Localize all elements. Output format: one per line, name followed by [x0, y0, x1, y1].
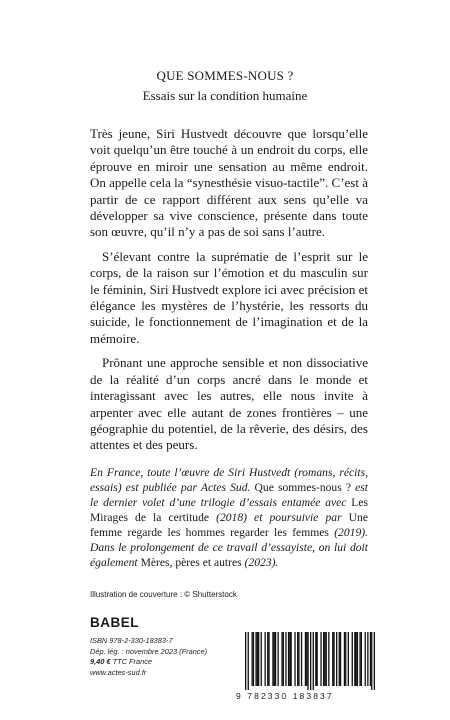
price-value: 9,40 €	[90, 657, 111, 667]
barcode-bar	[248, 632, 249, 690]
barcode-bar	[255, 632, 256, 686]
barcode-bar	[344, 632, 345, 686]
barcode-bar	[313, 632, 314, 690]
barcode-bar	[253, 632, 254, 686]
barcode-bar	[257, 632, 258, 686]
barcode-bar	[289, 632, 290, 686]
isbn: ISBN 978-2-330-18383-7	[90, 636, 173, 645]
barcode-bar	[267, 632, 268, 686]
barcode-bar	[283, 632, 284, 686]
barcode-bar	[272, 632, 273, 686]
barcode-bar	[281, 632, 282, 686]
barcode-bar	[352, 632, 353, 686]
barcode-bar	[297, 632, 298, 686]
note-book-title: Que sommes-nous ?	[254, 481, 351, 494]
blurb	[90, 126, 368, 454]
book-title: QUE SOMMES-NOUS ?	[156, 68, 294, 83]
barcode-bar	[288, 632, 289, 686]
barcode-bar	[317, 632, 318, 686]
barcode-bar	[315, 632, 316, 686]
barcode-bar	[370, 632, 371, 686]
barcode-bar	[285, 632, 286, 686]
barcode-bar	[291, 632, 292, 686]
publication-info	[90, 636, 207, 678]
barcode-bar	[301, 632, 302, 686]
barcode-bar	[356, 632, 357, 686]
barcode-bar	[357, 632, 358, 686]
barcode-bar	[339, 632, 340, 686]
barcode-bar	[258, 632, 259, 686]
barcode-bar	[336, 632, 337, 686]
barcode-bar	[371, 632, 372, 690]
barcode-bar	[365, 632, 366, 686]
note-text: En France, toute l’œuvre de Siri Hustvedt (romans, récits, essais) est publiée par Actes Sud.	[90, 466, 368, 494]
book-subtitle: Essais sur la condition humaine	[142, 88, 308, 103]
cover-credit: Illustration de couverture : © Shutterstock	[90, 590, 237, 599]
legal-deposit: Dép. lég. : novembre 2023 (France)	[90, 646, 208, 656]
barcode-bar	[340, 632, 341, 686]
barcode-bar	[359, 632, 360, 686]
barcode-bar	[374, 632, 375, 690]
website: www.actes-sud.fr	[90, 667, 147, 677]
price	[90, 657, 207, 668]
note-text: est le dernier volet d’une trilogie d’essais entamée avec	[90, 481, 369, 509]
barcode-bar	[261, 632, 262, 686]
barcode-bar	[275, 632, 276, 686]
barcode-bar	[307, 632, 308, 690]
barcode-bar	[306, 632, 307, 686]
barcode-bar	[294, 632, 295, 686]
barcode	[245, 632, 375, 690]
barcode-bar	[265, 632, 266, 686]
barcode-bar	[333, 632, 334, 686]
author-note	[90, 465, 368, 570]
note-text: (2019). Dans le prolongement de ce travail d’essayiste, on lui doit également	[90, 526, 368, 569]
blurb-paragraph: Très jeune, Siri Hustvedt découvre que lorsqu’elle voit quelqu’un être touché à un endroit du corps, elle éprouve en miroir une sensation au même endroit. On appelle cela la “synesthésie visuo-tactile”. C’est à partir de ce rapport différent aux sens qu’elle va développer sa vive conscience, présente dans toute son œuvre, qu’il n’y a pas de soi sans l’autre.	[90, 126, 368, 240]
note-book-title: Les Mirages de la certitude	[90, 496, 368, 524]
barcode-bar	[320, 632, 321, 686]
barcode-bar	[323, 632, 324, 686]
blurb-paragraph: S’élevant contre la suprématie de l’esprit sur le corps, de la raison sur l’émotion et du masculin sur le féminin, Siri Hustvedt explore ici avec précision et élégance les mystères de l’hystérie, les ressorts du suicide, le fonctionnement de l’imagination et de la mémoire.	[90, 248, 368, 346]
barcode-bar	[354, 632, 355, 686]
barcode-bar	[326, 632, 327, 686]
barcode-bar	[278, 632, 279, 686]
publisher-name: BABEL	[90, 615, 139, 630]
barcode-bar	[274, 632, 275, 686]
barcode-bar	[361, 632, 362, 686]
price-suffix: TTC France	[112, 657, 153, 667]
note-book-title: Une femme regarde les hommes regarder les femmes	[90, 511, 368, 539]
barcode-digits: 9 782330 183837	[236, 691, 334, 701]
barcode-bar	[367, 632, 368, 686]
barcode-bar	[310, 632, 311, 690]
barcode-bar	[332, 632, 333, 686]
note-text: (2023).	[244, 556, 279, 569]
barcode-bar	[345, 632, 346, 686]
barcode-bar	[252, 632, 253, 686]
barcode-bar	[268, 632, 269, 686]
note-text: (2018) et poursuivie par	[216, 511, 342, 524]
barcode-bar	[328, 632, 329, 686]
barcode-bar	[305, 632, 306, 686]
blurb-paragraph: Prônant une approche sensible et non dissociative de la réalité d’un corps ancré dans le monde et interagissant avec les autres, elle nous invite à arpenter avec elle autant de zones frontières – une géographie du potentiel, de la rêverie, des désirs, des attentes et des peurs.	[90, 355, 368, 453]
barcode-bar	[245, 632, 246, 690]
barcode-bar	[298, 632, 299, 686]
barcode-bar	[324, 632, 325, 686]
barcode-bar	[348, 632, 349, 686]
note-book-title: Mères, pères et autres	[140, 556, 242, 569]
